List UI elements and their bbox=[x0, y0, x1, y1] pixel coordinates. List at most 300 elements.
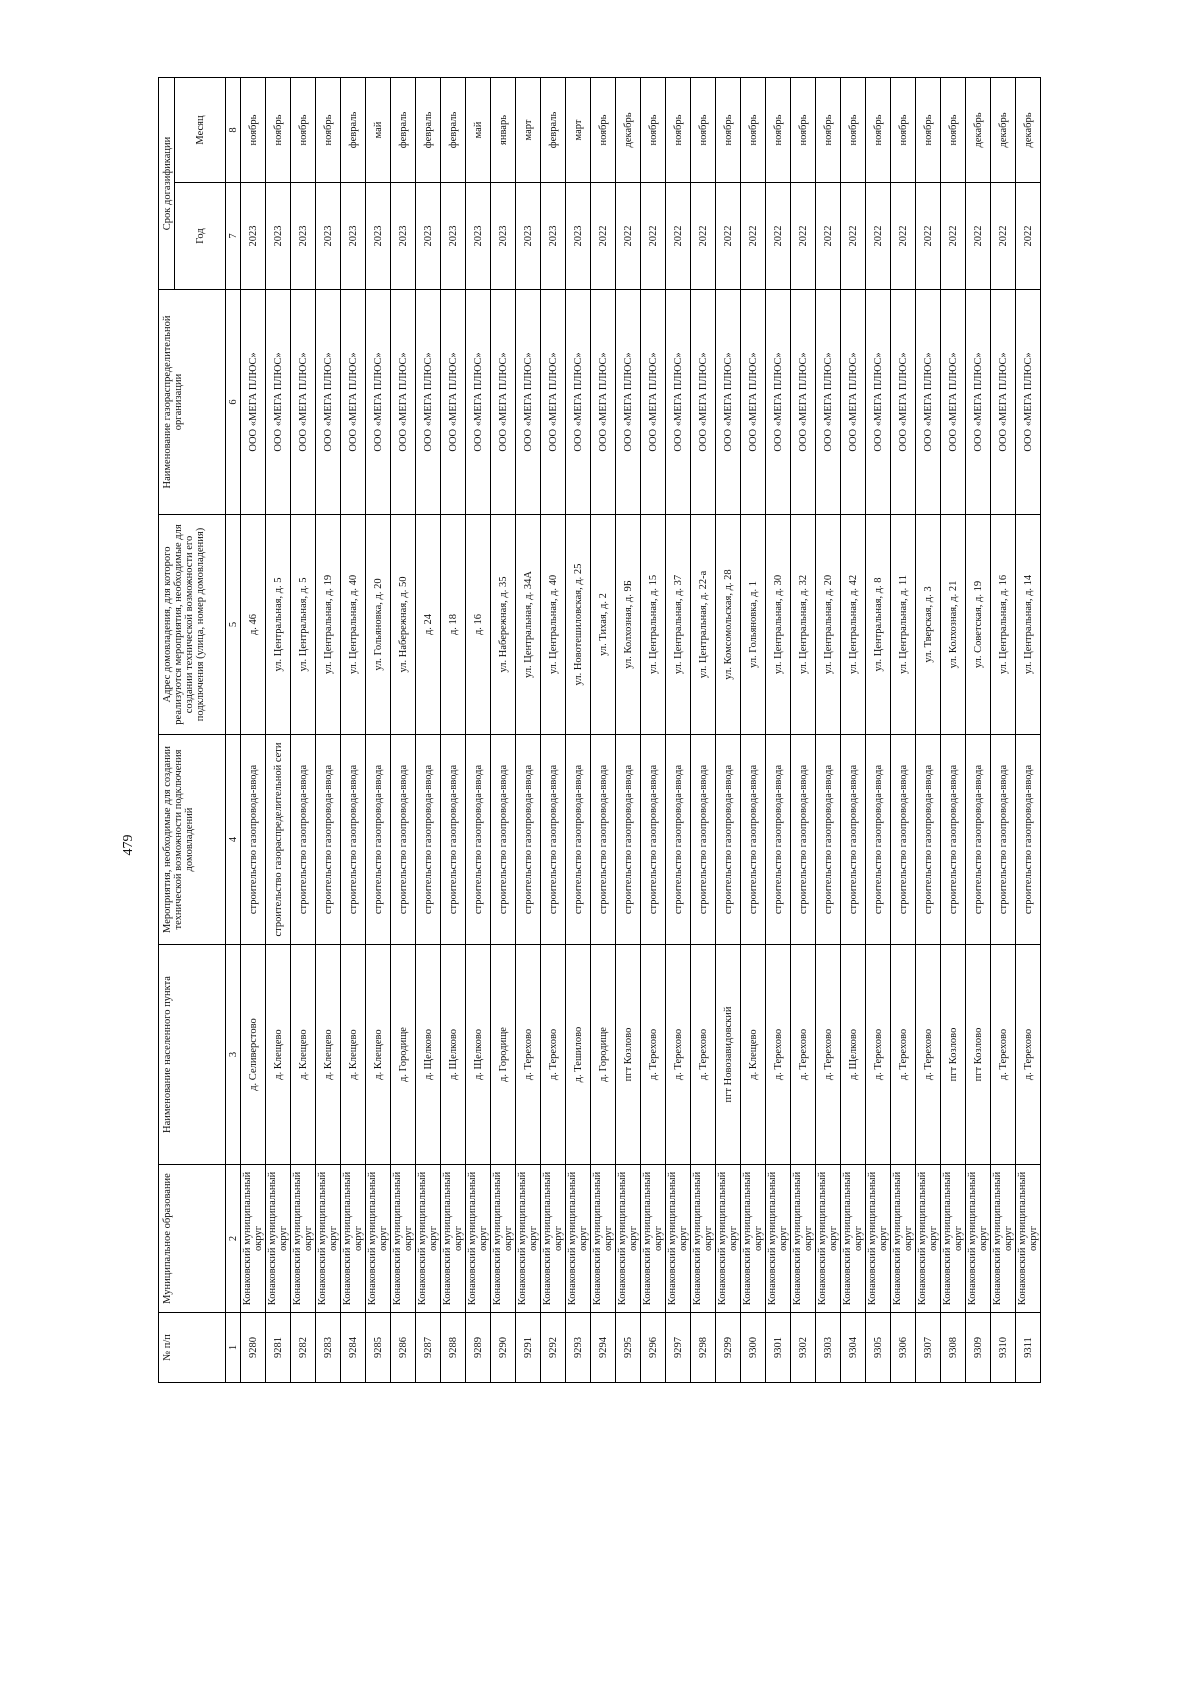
table-row bbox=[791, 77, 816, 1382]
table-row bbox=[966, 77, 991, 1382]
measure-cell: строительство газопровода-ввода bbox=[891, 735, 916, 945]
municipality-cell: Конаковский муниципальный округ bbox=[491, 1165, 516, 1313]
settlement-cell: д. Терехово bbox=[916, 945, 941, 1165]
gasification-table bbox=[158, 77, 1041, 1383]
month-cell: февраль bbox=[541, 77, 566, 182]
gas-organization-cell: ООО «МЕГА ПЛЮС» bbox=[916, 290, 941, 515]
row-number-cell: 9310 bbox=[991, 1313, 1016, 1383]
year-cell: 2022 bbox=[666, 183, 691, 290]
month-cell: ноябрь bbox=[691, 77, 716, 182]
measure-cell: строительство газопровода-ввода bbox=[566, 735, 591, 945]
row-number-cell: 9280 bbox=[241, 1313, 266, 1383]
measure-cell: строительство газопровода-ввода bbox=[766, 735, 791, 945]
year-cell: 2022 bbox=[941, 183, 966, 290]
gas-organization-cell: ООО «МЕГА ПЛЮС» bbox=[966, 290, 991, 515]
month-cell: декабрь bbox=[991, 77, 1016, 182]
month-cell: май bbox=[466, 77, 491, 182]
settlement-cell: д. Клещево bbox=[741, 945, 766, 1165]
municipality-cell: Конаковский муниципальный округ bbox=[466, 1165, 491, 1313]
row-number-cell: 9292 bbox=[541, 1313, 566, 1383]
address-cell: ул. Центральная, д. 19 bbox=[316, 515, 341, 735]
gas-organization-cell: ООО «МЕГА ПЛЮС» bbox=[516, 290, 541, 515]
table-row bbox=[891, 77, 916, 1382]
municipality-cell: Конаковский муниципальный округ bbox=[316, 1165, 341, 1313]
year-cell: 2023 bbox=[441, 183, 466, 290]
address-cell: ул. Центральная, д. 11 bbox=[891, 515, 916, 735]
row-number-cell: 9301 bbox=[766, 1313, 791, 1383]
address-cell: ул. Центральная, д. 34А bbox=[516, 515, 541, 735]
year-cell: 2022 bbox=[916, 183, 941, 290]
address-cell: ул. Центральная, д. 32 bbox=[791, 515, 816, 735]
column-number: 8 bbox=[226, 77, 241, 182]
measure-cell: строительство газопровода-ввода bbox=[741, 735, 766, 945]
table-row bbox=[816, 77, 841, 1382]
table-row bbox=[341, 77, 366, 1382]
row-number-cell: 9285 bbox=[366, 1313, 391, 1383]
table-row bbox=[741, 77, 766, 1382]
year-cell: 2022 bbox=[991, 183, 1016, 290]
measure-cell: строительство газопровода-ввода bbox=[841, 735, 866, 945]
settlement-cell: пгт Новозавидовский bbox=[716, 945, 741, 1165]
municipality-cell: Конаковский муниципальный округ bbox=[441, 1165, 466, 1313]
municipality-cell: Конаковский муниципальный округ bbox=[766, 1165, 791, 1313]
table-header bbox=[159, 77, 241, 1382]
settlement-cell: д. Терехово bbox=[691, 945, 716, 1165]
municipality-cell: Конаковский муниципальный округ bbox=[641, 1165, 666, 1313]
year-cell: 2022 bbox=[841, 183, 866, 290]
municipality-cell: Конаковский муниципальный округ bbox=[1016, 1165, 1041, 1313]
municipality-cell: Конаковский муниципальный округ bbox=[266, 1165, 291, 1313]
month-cell: ноябрь bbox=[891, 77, 916, 182]
gas-organization-cell: ООО «МЕГА ПЛЮС» bbox=[666, 290, 691, 515]
address-cell: ул. Центральная, д. 30 bbox=[766, 515, 791, 735]
address-cell: ул. Центральная, д. 8 bbox=[866, 515, 891, 735]
header-month: Месяц bbox=[175, 77, 226, 182]
header-settlement: Наименование населенного пункта bbox=[159, 945, 226, 1165]
gas-organization-cell: ООО «МЕГА ПЛЮС» bbox=[741, 290, 766, 515]
gas-organization-cell: ООО «МЕГА ПЛЮС» bbox=[441, 290, 466, 515]
municipality-cell: Конаковский муниципальный округ bbox=[716, 1165, 741, 1313]
header-number: № п/п bbox=[159, 1313, 226, 1383]
table-row bbox=[991, 77, 1016, 1382]
year-cell: 2022 bbox=[741, 183, 766, 290]
month-cell: декабрь bbox=[616, 77, 641, 182]
gas-organization-cell: ООО «МЕГА ПЛЮС» bbox=[791, 290, 816, 515]
measure-cell: строительство газопровода-ввода bbox=[941, 735, 966, 945]
measure-cell: строительство газопровода-ввода bbox=[441, 735, 466, 945]
measure-cell: строительство газопровода-ввода bbox=[1016, 735, 1041, 945]
measure-cell: строительство газопровода-ввода bbox=[491, 735, 516, 945]
settlement-cell: пгт Козлово bbox=[941, 945, 966, 1165]
row-number-cell: 9295 bbox=[616, 1313, 641, 1383]
year-cell: 2023 bbox=[241, 183, 266, 290]
measure-cell: строительство газопровода-ввода bbox=[816, 735, 841, 945]
gas-organization-cell: ООО «МЕГА ПЛЮС» bbox=[491, 290, 516, 515]
settlement-cell: д. Клещево bbox=[291, 945, 316, 1165]
month-cell: ноябрь bbox=[666, 77, 691, 182]
settlement-cell: д. Терехово bbox=[891, 945, 916, 1165]
month-cell: ноябрь bbox=[591, 77, 616, 182]
settlement-cell: д. Клещево bbox=[366, 945, 391, 1165]
header-row bbox=[159, 77, 175, 1382]
year-cell: 2023 bbox=[416, 183, 441, 290]
municipality-cell: Конаковский муниципальный округ bbox=[566, 1165, 591, 1313]
measure-cell: строительство газопровода-ввода bbox=[641, 735, 666, 945]
header-address: Адрес домовладения, для которого реализуются мероприятия, необходимые для создании технической возможности его подключения (улица, номер домовладения) bbox=[159, 515, 226, 735]
gas-organization-cell: ООО «МЕГА ПЛЮС» bbox=[991, 290, 1016, 515]
month-cell: январь bbox=[491, 77, 516, 182]
address-cell: ул. Центральная, д. 14 bbox=[1016, 515, 1041, 735]
year-cell: 2022 bbox=[791, 183, 816, 290]
row-number-cell: 9298 bbox=[691, 1313, 716, 1383]
table-row bbox=[566, 77, 591, 1382]
gas-organization-cell: ООО «МЕГА ПЛЮС» bbox=[841, 290, 866, 515]
measure-cell: строительство газопровода-ввода bbox=[466, 735, 491, 945]
settlement-cell: д. Терехово bbox=[1016, 945, 1041, 1165]
column-number: 7 bbox=[226, 183, 241, 290]
gas-organization-cell: ООО «МЕГА ПЛЮС» bbox=[416, 290, 441, 515]
gas-organization-cell: ООО «МЕГА ПЛЮС» bbox=[566, 290, 591, 515]
row-number-cell: 9288 bbox=[441, 1313, 466, 1383]
address-cell: ул. Комсомольская, д. 28 bbox=[716, 515, 741, 735]
year-cell: 2023 bbox=[341, 183, 366, 290]
row-number-cell: 9287 bbox=[416, 1313, 441, 1383]
municipality-cell: Конаковский муниципальный округ bbox=[291, 1165, 316, 1313]
row-number-cell: 9294 bbox=[591, 1313, 616, 1383]
table-row bbox=[266, 77, 291, 1382]
month-cell: ноябрь bbox=[266, 77, 291, 182]
gas-organization-cell: ООО «МЕГА ПЛЮС» bbox=[941, 290, 966, 515]
column-number: 6 bbox=[226, 290, 241, 515]
settlement-cell: д. Городище bbox=[591, 945, 616, 1165]
table-row bbox=[241, 77, 266, 1382]
table-row bbox=[541, 77, 566, 1382]
table-row bbox=[941, 77, 966, 1382]
settlement-cell: д. Селиверстово bbox=[241, 945, 266, 1165]
measure-cell: строительство газопровода-ввода bbox=[991, 735, 1016, 945]
month-cell: ноябрь bbox=[316, 77, 341, 182]
municipality-cell: Конаковский муниципальный округ bbox=[691, 1165, 716, 1313]
year-cell: 2023 bbox=[466, 183, 491, 290]
gas-organization-cell: ООО «МЕГА ПЛЮС» bbox=[766, 290, 791, 515]
gas-organization-cell: ООО «МЕГА ПЛЮС» bbox=[716, 290, 741, 515]
measure-cell: строительство газопровода-ввода bbox=[366, 735, 391, 945]
gas-organization-cell: ООО «МЕГА ПЛЮС» bbox=[816, 290, 841, 515]
year-cell: 2023 bbox=[366, 183, 391, 290]
address-cell: ул. Центральная, д. 40 bbox=[341, 515, 366, 735]
measure-cell: строительство газопровода-ввода bbox=[966, 735, 991, 945]
settlement-cell: д. Щелково bbox=[441, 945, 466, 1165]
gas-organization-cell: ООО «МЕГА ПЛЮС» bbox=[866, 290, 891, 515]
table-row bbox=[366, 77, 391, 1382]
row-number-cell: 9303 bbox=[816, 1313, 841, 1383]
measure-cell: строительство газопровода-ввода bbox=[791, 735, 816, 945]
month-cell: ноябрь bbox=[866, 77, 891, 182]
municipality-cell: Конаковский муниципальный округ bbox=[891, 1165, 916, 1313]
municipality-cell: Конаковский муниципальный округ bbox=[616, 1165, 641, 1313]
year-cell: 2022 bbox=[716, 183, 741, 290]
table-row bbox=[466, 77, 491, 1382]
month-cell: ноябрь bbox=[766, 77, 791, 182]
table-body bbox=[241, 77, 1041, 1382]
month-cell: ноябрь bbox=[291, 77, 316, 182]
address-cell: д. 24 bbox=[416, 515, 441, 735]
measure-cell: строительство газопровода-ввода bbox=[416, 735, 441, 945]
settlement-cell: д. Терехово bbox=[766, 945, 791, 1165]
municipality-cell: Конаковский муниципальный округ bbox=[416, 1165, 441, 1313]
gas-organization-cell: ООО «МЕГА ПЛЮС» bbox=[366, 290, 391, 515]
municipality-cell: Конаковский муниципальный округ bbox=[966, 1165, 991, 1313]
year-cell: 2023 bbox=[516, 183, 541, 290]
row-number-cell: 9283 bbox=[316, 1313, 341, 1383]
gas-organization-cell: ООО «МЕГА ПЛЮС» bbox=[466, 290, 491, 515]
table-row bbox=[591, 77, 616, 1382]
month-cell: ноябрь bbox=[816, 77, 841, 182]
row-number-cell: 9300 bbox=[741, 1313, 766, 1383]
table-row bbox=[666, 77, 691, 1382]
year-cell: 2022 bbox=[966, 183, 991, 290]
row-number-cell: 9307 bbox=[916, 1313, 941, 1383]
month-cell: февраль bbox=[391, 77, 416, 182]
address-cell: ул. Центральная, д. 15 bbox=[641, 515, 666, 735]
year-cell: 2022 bbox=[1016, 183, 1041, 290]
table-row bbox=[441, 77, 466, 1382]
settlement-cell: д. Клещево bbox=[316, 945, 341, 1165]
address-cell: ул. Гольяновка, д. 20 bbox=[366, 515, 391, 735]
row-number-cell: 9305 bbox=[866, 1313, 891, 1383]
table-row bbox=[641, 77, 666, 1382]
settlement-cell: д. Терехово bbox=[541, 945, 566, 1165]
settlement-cell: д. Терехово bbox=[791, 945, 816, 1165]
settlement-cell: д. Щелково bbox=[841, 945, 866, 1165]
table-row bbox=[916, 77, 941, 1382]
address-cell: ул. Центральная, д. 37 bbox=[666, 515, 691, 735]
month-cell: февраль bbox=[341, 77, 366, 182]
year-cell: 2023 bbox=[291, 183, 316, 290]
table-row bbox=[766, 77, 791, 1382]
measure-cell: строительство газопровода-ввода bbox=[516, 735, 541, 945]
table-row bbox=[416, 77, 441, 1382]
table-row bbox=[491, 77, 516, 1382]
measure-cell: строительство газопровода-ввода bbox=[291, 735, 316, 945]
month-cell: февраль bbox=[441, 77, 466, 182]
address-cell: ул. Колхозная, д. 9Б bbox=[616, 515, 641, 735]
row-number-cell: 9284 bbox=[341, 1313, 366, 1383]
year-cell: 2022 bbox=[616, 183, 641, 290]
settlement-cell: д. Клещево bbox=[266, 945, 291, 1165]
address-cell: д. 18 bbox=[441, 515, 466, 735]
month-cell: ноябрь bbox=[941, 77, 966, 182]
municipality-cell: Конаковский муниципальный округ bbox=[666, 1165, 691, 1313]
address-cell: ул. Новотешиловская, д. 25 bbox=[566, 515, 591, 735]
municipality-cell: Конаковский муниципальный округ bbox=[791, 1165, 816, 1313]
settlement-cell: д. Терехово bbox=[666, 945, 691, 1165]
gas-organization-cell: ООО «МЕГА ПЛЮС» bbox=[691, 290, 716, 515]
settlement-cell: д. Тешилово bbox=[566, 945, 591, 1165]
address-cell: ул. Набережная, д. 35 bbox=[491, 515, 516, 735]
month-cell: февраль bbox=[416, 77, 441, 182]
measure-cell: строительство газопровода-ввода bbox=[391, 735, 416, 945]
settlement-cell: пгт Козлово bbox=[616, 945, 641, 1165]
gas-organization-cell: ООО «МЕГА ПЛЮС» bbox=[891, 290, 916, 515]
header-deadline: Срок догазификации bbox=[159, 77, 175, 289]
year-cell: 2023 bbox=[266, 183, 291, 290]
row-number-cell: 9281 bbox=[266, 1313, 291, 1383]
municipality-cell: Конаковский муниципальный округ bbox=[366, 1165, 391, 1313]
row-number-cell: 9297 bbox=[666, 1313, 691, 1383]
municipality-cell: Конаковский муниципальный округ bbox=[391, 1165, 416, 1313]
year-cell: 2023 bbox=[541, 183, 566, 290]
municipality-cell: Конаковский муниципальный округ bbox=[941, 1165, 966, 1313]
year-cell: 2022 bbox=[641, 183, 666, 290]
year-cell: 2023 bbox=[316, 183, 341, 290]
settlement-cell: д. Терехово bbox=[816, 945, 841, 1165]
measure-cell: строительство газопровода-ввода bbox=[666, 735, 691, 945]
table-row bbox=[391, 77, 416, 1382]
month-cell: ноябрь bbox=[741, 77, 766, 182]
address-cell: ул. Центральная, д. 20 bbox=[816, 515, 841, 735]
table-row bbox=[291, 77, 316, 1382]
measure-cell: строительство газопровода-ввода bbox=[916, 735, 941, 945]
year-cell: 2022 bbox=[891, 183, 916, 290]
column-number: 1 bbox=[226, 1313, 241, 1383]
table-row bbox=[316, 77, 341, 1382]
column-number-row bbox=[226, 77, 241, 1382]
measure-cell: строительство газопровода-ввода bbox=[316, 735, 341, 945]
month-cell: ноябрь bbox=[791, 77, 816, 182]
settlement-cell: д. Щелково bbox=[466, 945, 491, 1165]
address-cell: ул. Центральная, д. 5 bbox=[291, 515, 316, 735]
row-number-cell: 9308 bbox=[941, 1313, 966, 1383]
settlement-cell: д. Терехово bbox=[641, 945, 666, 1165]
measure-cell: строительство газопровода-ввода bbox=[691, 735, 716, 945]
year-cell: 2022 bbox=[766, 183, 791, 290]
address-cell: ул. Колхозная, д. 21 bbox=[941, 515, 966, 735]
address-cell: д. 16 bbox=[466, 515, 491, 735]
month-cell: декабрь bbox=[1016, 77, 1041, 182]
measure-cell: строительство газопровода-ввода bbox=[616, 735, 641, 945]
year-cell: 2023 bbox=[566, 183, 591, 290]
year-cell: 2023 bbox=[391, 183, 416, 290]
table-row bbox=[866, 77, 891, 1382]
row-number-cell: 9282 bbox=[291, 1313, 316, 1383]
measure-cell: строительство газораспределительной сети bbox=[266, 735, 291, 945]
row-number-cell: 9291 bbox=[516, 1313, 541, 1383]
row-number-cell: 9299 bbox=[716, 1313, 741, 1383]
address-cell: ул. Тихая, д. 2 bbox=[591, 515, 616, 735]
gas-organization-cell: ООО «МЕГА ПЛЮС» bbox=[266, 290, 291, 515]
year-cell: 2022 bbox=[591, 183, 616, 290]
table-row bbox=[841, 77, 866, 1382]
municipality-cell: Конаковский муниципальный округ bbox=[916, 1165, 941, 1313]
row-number-cell: 9306 bbox=[891, 1313, 916, 1383]
header-year: Год bbox=[175, 183, 226, 290]
address-cell: ул. Центральная, д. 16 bbox=[991, 515, 1016, 735]
municipality-cell: Конаковский муниципальный округ bbox=[816, 1165, 841, 1313]
row-number-cell: 9302 bbox=[791, 1313, 816, 1383]
row-number-cell: 9296 bbox=[641, 1313, 666, 1383]
settlement-cell: д. Терехово bbox=[516, 945, 541, 1165]
gas-organization-cell: ООО «МЕГА ПЛЮС» bbox=[341, 290, 366, 515]
measure-cell: строительство газопровода-ввода bbox=[541, 735, 566, 945]
municipality-cell: Конаковский муниципальный округ bbox=[841, 1165, 866, 1313]
settlement-cell: д. Городище bbox=[491, 945, 516, 1165]
row-number-cell: 9293 bbox=[566, 1313, 591, 1383]
column-number: 2 bbox=[226, 1165, 241, 1313]
header-measures: Мероприятия, необходимые для создании технической возможности подключения домовладений bbox=[159, 735, 226, 945]
month-cell: март bbox=[516, 77, 541, 182]
gas-organization-cell: ООО «МЕГА ПЛЮС» bbox=[1016, 290, 1041, 515]
gas-organization-cell: ООО «МЕГА ПЛЮС» bbox=[591, 290, 616, 515]
settlement-cell: пгт Козлово bbox=[966, 945, 991, 1165]
month-cell: ноябрь bbox=[841, 77, 866, 182]
gas-organization-cell: ООО «МЕГА ПЛЮС» bbox=[241, 290, 266, 515]
address-cell: ул. Набережная, д. 50 bbox=[391, 515, 416, 735]
municipality-cell: Конаковский муниципальный округ bbox=[591, 1165, 616, 1313]
measure-cell: строительство газопровода-ввода bbox=[716, 735, 741, 945]
address-cell: ул. Центральная, д. 5 bbox=[266, 515, 291, 735]
settlement-cell: д. Терехово bbox=[991, 945, 1016, 1165]
gas-organization-cell: ООО «МЕГА ПЛЮС» bbox=[641, 290, 666, 515]
table-row bbox=[1016, 77, 1041, 1382]
address-cell: ул. Советская, д. 19 bbox=[966, 515, 991, 735]
gas-organization-cell: ООО «МЕГА ПЛЮС» bbox=[391, 290, 416, 515]
municipality-cell: Конаковский муниципальный округ bbox=[991, 1165, 1016, 1313]
gas-organization-cell: ООО «МЕГА ПЛЮС» bbox=[291, 290, 316, 515]
row-number-cell: 9304 bbox=[841, 1313, 866, 1383]
year-cell: 2022 bbox=[691, 183, 716, 290]
row-number-cell: 9290 bbox=[491, 1313, 516, 1383]
municipality-cell: Конаковский муниципальный округ bbox=[741, 1165, 766, 1313]
municipality-cell: Конаковский муниципальный округ bbox=[516, 1165, 541, 1313]
address-cell: ул. Тверская, д. 3 bbox=[916, 515, 941, 735]
measure-cell: строительство газопровода-ввода bbox=[241, 735, 266, 945]
municipality-cell: Конаковский муниципальный округ bbox=[866, 1165, 891, 1313]
column-number: 4 bbox=[226, 735, 241, 945]
year-cell: 2023 bbox=[491, 183, 516, 290]
gas-organization-cell: ООО «МЕГА ПЛЮС» bbox=[541, 290, 566, 515]
row-number-cell: 9311 bbox=[1016, 1313, 1041, 1383]
year-cell: 2022 bbox=[866, 183, 891, 290]
row-number-cell: 9309 bbox=[966, 1313, 991, 1383]
page-number: 479 bbox=[121, 834, 136, 856]
column-number: 3 bbox=[226, 945, 241, 1165]
header-gas-organization: Наименование газораспределительной организации bbox=[159, 290, 226, 515]
month-cell: ноябрь bbox=[716, 77, 741, 182]
address-cell: ул. Центральная, д. 40 bbox=[541, 515, 566, 735]
settlement-cell: д. Терехово bbox=[866, 945, 891, 1165]
municipality-cell: Конаковский муниципальный округ bbox=[241, 1165, 266, 1313]
table-row bbox=[716, 77, 741, 1382]
header-municipality: Муниципальное образование bbox=[159, 1165, 226, 1313]
measure-cell: строительство газопровода-ввода bbox=[866, 735, 891, 945]
measure-cell: строительство газопровода-ввода bbox=[591, 735, 616, 945]
column-number: 5 bbox=[226, 515, 241, 735]
month-cell: ноябрь bbox=[916, 77, 941, 182]
month-cell: ноябрь bbox=[641, 77, 666, 182]
address-cell: ул. Центральная, д. 42 bbox=[841, 515, 866, 735]
year-cell: 2022 bbox=[816, 183, 841, 290]
row-number-cell: 9286 bbox=[391, 1313, 416, 1383]
table-row bbox=[516, 77, 541, 1382]
settlement-cell: д. Клещево bbox=[341, 945, 366, 1165]
month-cell: ноябрь bbox=[241, 77, 266, 182]
month-cell: май bbox=[366, 77, 391, 182]
address-cell: д. 46 bbox=[241, 515, 266, 735]
month-cell: март bbox=[566, 77, 591, 182]
address-cell: ул. Центральная, д. 22-а bbox=[691, 515, 716, 735]
table-row bbox=[691, 77, 716, 1382]
